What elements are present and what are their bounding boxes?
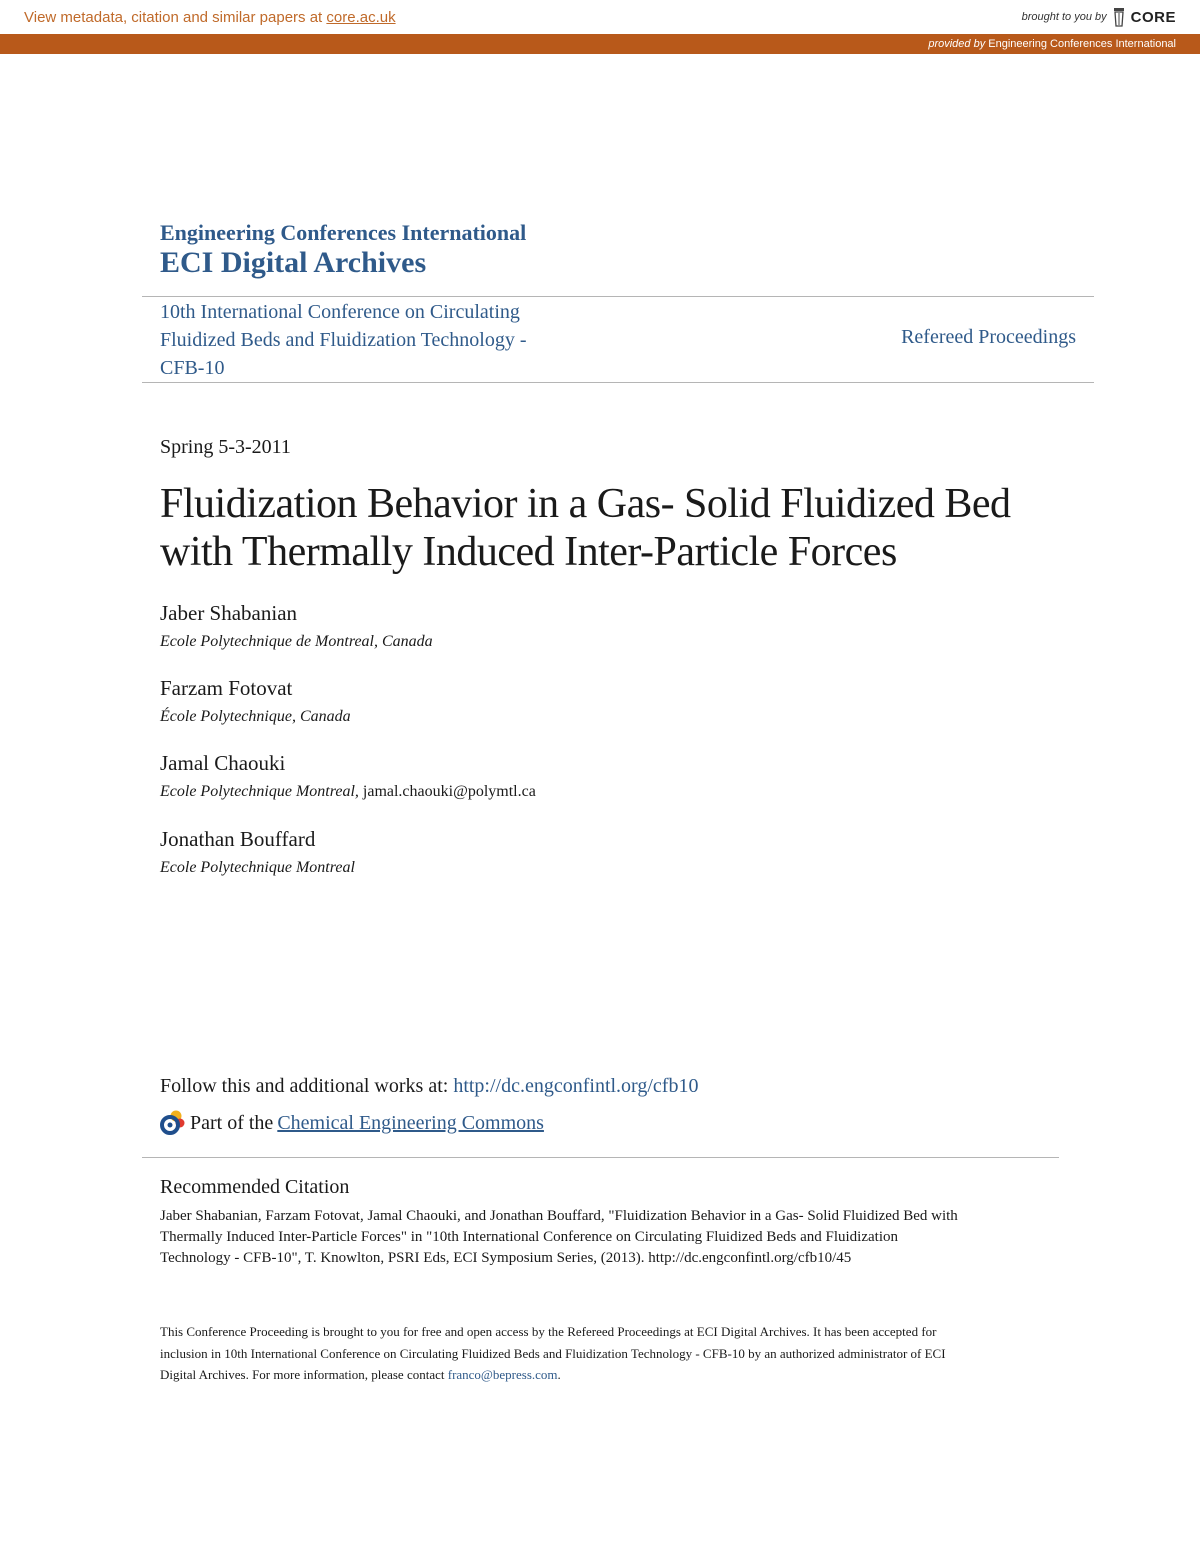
author-name: Jamal Chaouki <box>160 751 286 775</box>
notice-line-prefix: Digital Archives. For more information, please contact <box>160 1367 448 1382</box>
conference-line: Fluidized Beds and Fluidization Technology - <box>160 329 527 351</box>
author-name: Jonathan Bouffard <box>160 827 316 851</box>
citation-text <box>160 1206 1050 1269</box>
core-brand[interactable] <box>1022 7 1176 27</box>
follow-url-link[interactable]: http://dc.engconfintl.org/cfb10 <box>453 1075 699 1097</box>
header-rule-top <box>142 296 1094 297</box>
notice-line <box>160 1364 1060 1386</box>
notice-line: inclusion in 10th International Conference on Circulating Fluidized Beds and Fluidization Technology - CFB-10 by an authorized administrator of ECI <box>160 1345 946 1361</box>
commons-link[interactable]: Chemical Engineering Commons <box>277 1111 544 1134</box>
author-email[interactable]: jamal.chaouki@polymtl.ca <box>358 783 536 800</box>
conference-line: CFB-10 <box>160 357 225 379</box>
core-brand-name: CORE <box>1130 8 1176 26</box>
citation-rule <box>142 1157 1059 1158</box>
affiliation-text: Ecole Polytechnique de Montreal, Canada <box>160 633 433 650</box>
author-name: Farzam Fotovat <box>160 676 293 700</box>
publication-date: Spring 5-3-2011 <box>160 436 291 458</box>
core-banner <box>0 0 1200 34</box>
archive-name[interactable]: ECI Digital Archives <box>160 246 427 279</box>
author-affiliation <box>160 783 536 801</box>
brought-by-label: brought to you by <box>1021 11 1107 23</box>
paper-title <box>160 480 1090 576</box>
author-affiliation <box>160 633 433 651</box>
network-logo-icon <box>158 1109 186 1137</box>
core-logo-icon <box>1111 7 1127 27</box>
core-provider-bar <box>0 34 1200 54</box>
affiliation-text: Ecole Polytechnique Montreal, <box>160 783 359 800</box>
core-link-prefix: View metadata, citation and similar papers at <box>24 9 327 26</box>
citation-line: Technology - CFB-10", T. Knowlton, PSRI Eds, ECI Symposium Series, (2013). http://dc.engconfintl.org/cfb10/45 <box>160 1250 852 1266</box>
citation-line: Thermally Induced Inter-Particle Forces" in "10th International Conference on Circulating Fluidized Beds and Fluidization <box>160 1229 898 1245</box>
series-link[interactable]: Refereed Proceedings <box>901 326 1076 348</box>
notice-line: This Conference Proceeding is brought to you for free and open access by the Refereed Proceedings at ECI Digital Archives. It has been accepted for <box>160 1324 937 1339</box>
core-link-text[interactable]: core.ac.uk <box>326 9 396 26</box>
header-rule-bottom <box>142 382 1094 383</box>
provided-by-name: Engineering Conferences International <box>985 38 1176 50</box>
affiliation-text: Ecole Polytechnique Montreal <box>160 859 355 876</box>
notice-line-suffix: . <box>557 1367 561 1382</box>
author-affiliation <box>160 859 355 877</box>
title-line: with Thermally Induced Inter-Particle Forces <box>160 529 897 575</box>
part-of-label: Part of the <box>190 1111 274 1134</box>
follow-line <box>160 1075 698 1098</box>
organization-name[interactable]: Engineering Conferences International <box>160 220 527 245</box>
citation-line: Jaber Shabanian, Farzam Fotovat, Jamal Chaouki, and Jonathan Bouffard, "Fluidization Behavior in a Gas- Solid Fluidized Bed with <box>160 1208 958 1224</box>
provided-by-text <box>928 38 1176 50</box>
part-of-line <box>158 1109 544 1137</box>
provided-by-prefix: provided by <box>928 38 986 50</box>
contact-email-link[interactable]: franco@bepress.com <box>447 1367 558 1382</box>
author-name: Jaber Shabanian <box>160 601 298 625</box>
follow-label: Follow this and additional works at: <box>160 1075 454 1097</box>
author-affiliation <box>160 708 351 726</box>
access-notice <box>160 1321 1060 1386</box>
core-metadata-link[interactable] <box>24 9 396 26</box>
conference-line: 10th International Conference on Circulating <box>160 301 520 323</box>
affiliation-text: École Polytechnique, Canada <box>160 708 351 725</box>
conference-link[interactable] <box>160 298 590 382</box>
citation-heading: Recommended Citation <box>160 1176 350 1198</box>
title-line: Fluidization Behavior in a Gas- Solid Fluidized Bed <box>160 481 1011 527</box>
